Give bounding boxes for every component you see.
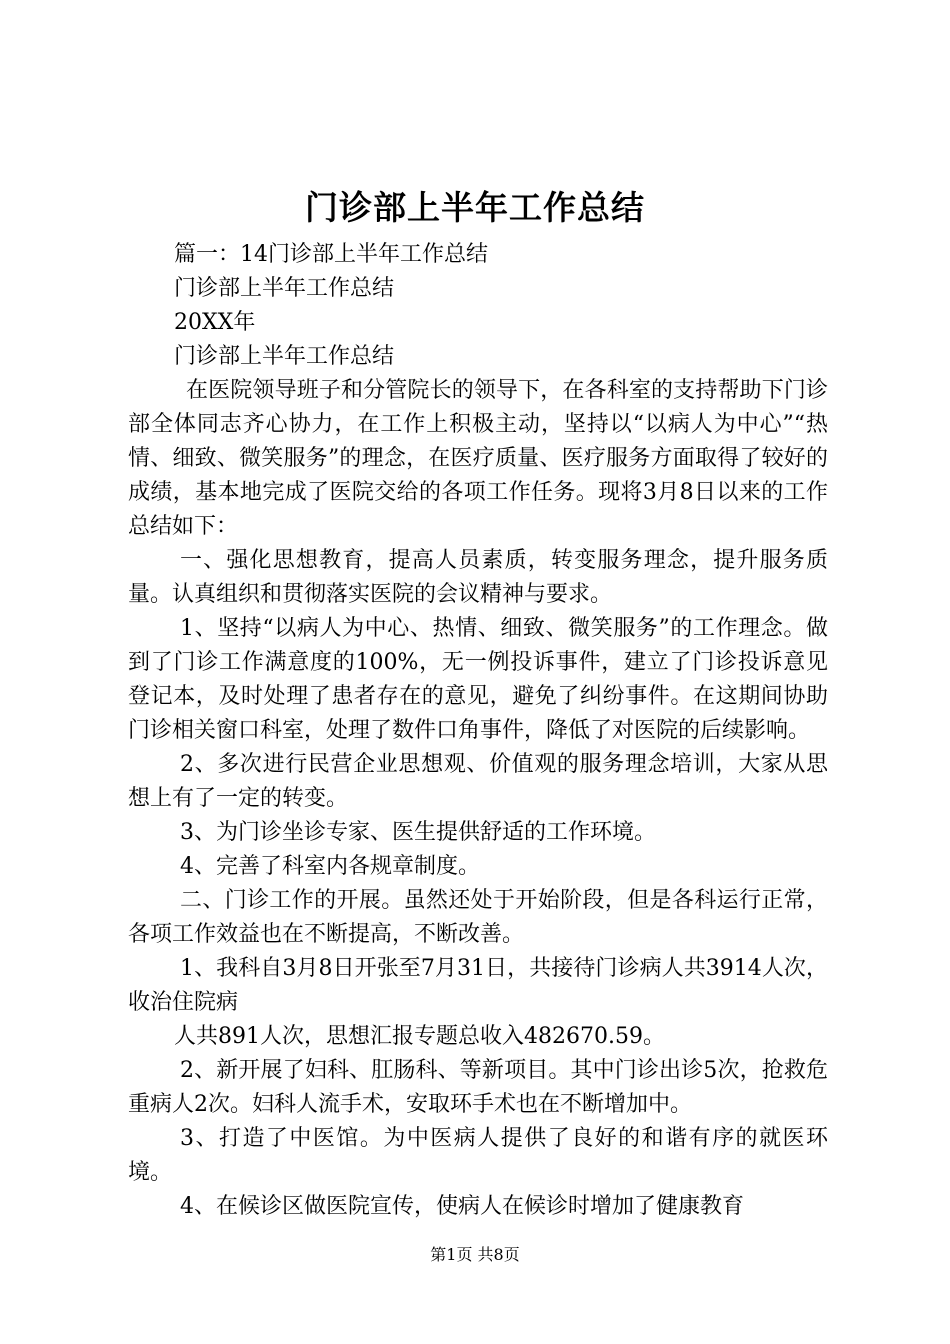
paragraph-intro: 在医院领导班子和分管院长的领导下，在各科室的支持帮助下门诊部全体同志齐心协力，在工作上积极主动，坚持以“以病人为中心”“热情、细致、微笑服务”的理念，在医疗质量、医疗服务方面取得了较好的成绩，基本地完成了医院交给的各项工作任务。现将3月8日以来的工作总结如下： <box>128 378 828 539</box>
paragraph-item-2-2: 2、新开展了妇科、肛肠科、等新项目。其中门诊出诊5次，抢救危重病人2次。妇科人流手术，安取环手术也在不断增加中。 <box>128 1058 828 1117</box>
paragraph-item-2-1: 1、我科自3月8日开张至7月31日，共接待门诊病人共3914人次，收治住院病 <box>128 956 828 1015</box>
paragraph-section-1: 一、强化思想教育，提高人员素质，转变服务理念，提升服务质量。认真组织和贯彻落实医院的会议精神与要求。 <box>128 548 828 607</box>
paragraph-item-2-1-cont: 人共891人次，思想汇报专题总收入482670.59。 <box>174 1024 665 1049</box>
document-body <box>128 238 828 1224</box>
paragraph-item-1-3: 3、为门诊坐诊专家、医生提供舒适的工作环境。 <box>180 820 656 845</box>
paragraph-heading: 篇一：14门诊部上半年工作总结 <box>174 242 488 267</box>
paragraph-item-1-1: 1、坚持“以病人为中心、热情、细致、微笑服务”的工作理念。做到了门诊工作满意度的100%，无一例投诉事件，建立了门诊投诉意见登记本，及时处理了患者存在的意见，避免了纠纷事件。在这期间协助门诊相关窗口科室，处理了数件口角事件，降低了对医院的后续影响。 <box>128 616 828 743</box>
paragraph-item-1-2: 2、多次进行民营企业思想观、价值观的服务理念培训，大家从思想上有了一定的转变。 <box>128 752 828 811</box>
paragraph-subtitle-2: 门诊部上半年工作总结 <box>174 344 395 369</box>
paragraph-item-2-3: 3、打造了中医馆。为中医病人提供了良好的和谐有序的就医环境。 <box>128 1126 828 1185</box>
paragraph-item-1-4: 4、完善了科室内各规章制度。 <box>180 854 480 879</box>
paragraph-section-2: 二、门诊工作的开展。虽然还处于开始阶段，但是各科运行正常，各项工作效益也在不断提高，不断改善。 <box>128 888 828 947</box>
paragraph-item-2-4: 4、在候诊区做医院宣传，使病人在候诊时增加了健康教育 <box>180 1194 744 1219</box>
paragraph-subtitle: 门诊部上半年工作总结 <box>174 276 395 301</box>
document-title: 门诊部上半年工作总结 <box>305 188 645 227</box>
page-footer: 第1页 共8页 <box>430 1245 520 1264</box>
paragraph-year: 20XX年 <box>174 310 256 335</box>
